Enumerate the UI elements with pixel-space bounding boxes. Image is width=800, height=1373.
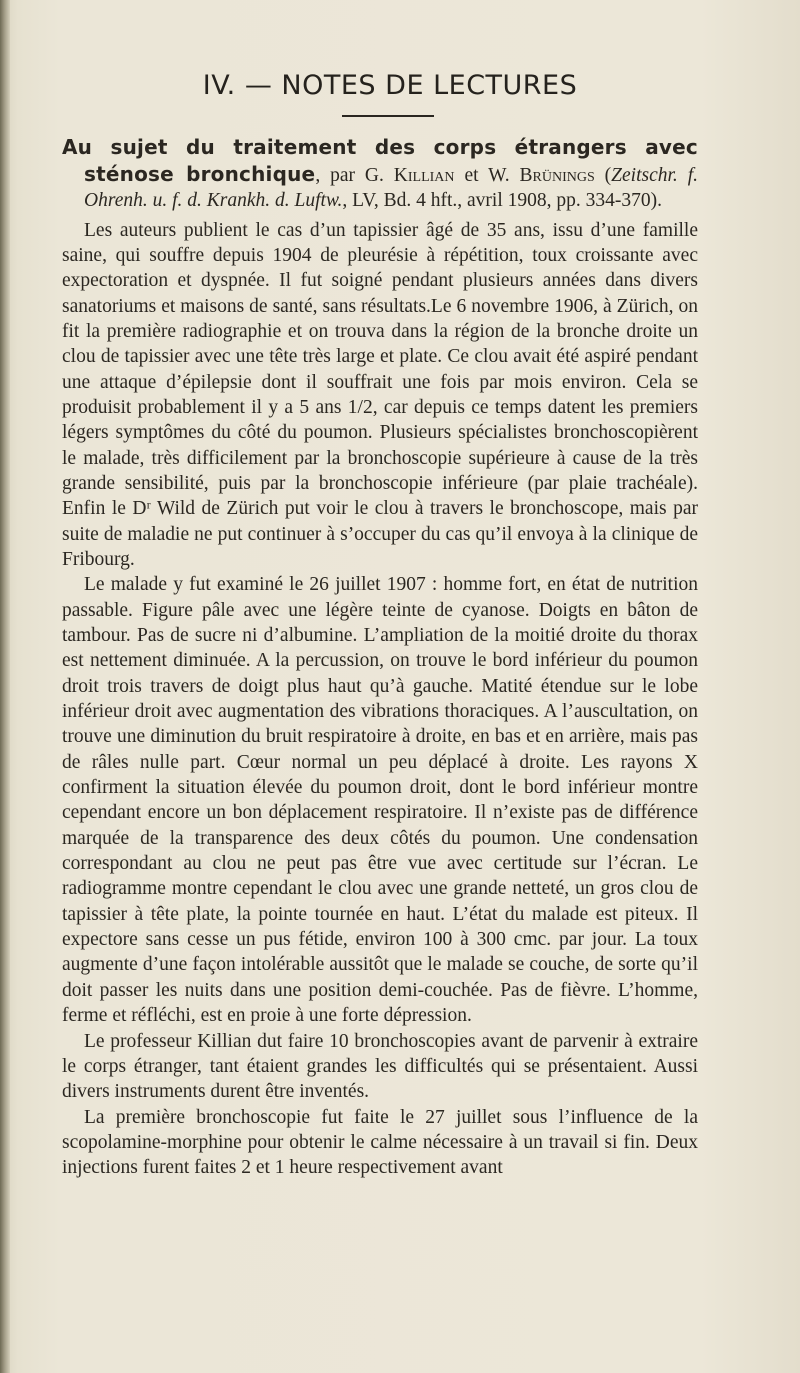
title-rule — [342, 115, 434, 117]
paragraph: Le malade y fut examiné le 26 juillet 1907 : homme fort, en état de nutrition passable. Figure pâle avec une légère teinte de cyanose. Doigts en bâton de tambour. Pas de sucre ni d’albumine. L’ampliation de la moitié droite du thorax est nettement diminuée. A la percussion, on trouve le bord inférieur du poumon droit trois travers de doigt plus haut qu’à gauche. Matité étendue sur le lobe inférieur droit avec augmentation des vibrations thoraciques. A l’auscultation, on trouve une diminution du bruit respiratoire à droite, en bas et en arrière, mais pas de râles nulle part. Cœur normal un peu déplacé à droite. Les rayons X confirment la situation élevée du poumon droit, dont le bord inférieur montre cependant encore un bon déplacement respiratoire. Il n’existe pas de différence marquée de la transparence des deux côtés du poumon. Une condensation correspondant au clou ne peut pas être vue avec certitude sur l’écran. Le radiogramme montre cependant le clou avec une grande netteté, un gros clou de tapissier à tête plate, la pointe tournée en haut. L’état du malade est piteux. Il expectore sans cesse un pus fétide, environ 100 à 300 cmc. par jour. La toux augmente d’une façon intolérable aussitôt que le malade se couche, de sorte qu’il doit passer les nuits dans une position demi-couchée. Pas de fièvre. L’homme, ferme et réfléchi, est en proie à une forte dépression. — [62, 574, 698, 1027]
author-brunings: Brünings — [519, 164, 595, 186]
article-body — [62, 218, 698, 1181]
article-heading — [62, 135, 698, 214]
citation: , LV, Bd. 4 hft., avril 1908, pp. 334-370). — [342, 190, 662, 211]
author-killian: Killian — [393, 164, 455, 186]
article-by: , par G. — [315, 164, 394, 186]
paragraph: La première bronchoscopie fut faite le 27 juillet sous l’influence de la scopolamine-morphine pour obtenir le calme nécessaire à un travail si fin. Deux injections furent faites 2 et 1 heure respectivement avant — [62, 1106, 698, 1179]
book-spine-shadow — [0, 0, 10, 1373]
article-and: et W. — [454, 164, 520, 186]
paragraph: Les auteurs publient le cas d’un tapissier âgé de 35 ans, issu d’une famille saine, qui souffre depuis 1904 de pleurésie à répétition, toux croissante avec expectoration et dyspnée. Il fut soigné pendant plusieurs années dans divers sanatoriums et maisons de santé, sans résultats.Le 6 novembre 1906, à Zürich, on fit la première radiographie et on trouva dans la région de la bronche droite un clou de tapissier avec une tête très large et plate. Ce clou avait été aspiré pendant une attaque d’épilepsie dont il souffrait une fois par mois environ. Cela se produisit probablement il y a 5 ans 1/2, car depuis ce temps datent les premiers légers symptômes du côté du poumon. Plusieurs spécialistes bronchoscopièrent le malade, très difficilement par la bronchoscopie supérieure à cause de la très grande sensibilité, puis par la bronchoscopie inférieure (par plaie trachéale). Enfin le Dʳ Wild de Zürich put voir le clou à travers le bronchoscope, mais par suite de maladie ne put continuer à s’occuper du cas qu’il envoya à la clinique de Fribourg. — [62, 219, 698, 570]
open-paren: ( — [594, 164, 612, 186]
journal-name: Zeitschr. f. Ohrenh. u. f. d. Krankh. d. Luftw. — [84, 164, 698, 211]
section-title: IV. — NOTES DE LECTURES — [202, 70, 578, 101]
paragraph: Le professeur Killian dut faire 10 bronchoscopies avant de parvenir à extraire le corps étranger, tant étaient grandes les difficultés qui se présentaient. Aussi divers instruments durent être inventés. — [62, 1030, 698, 1103]
article-title: Au sujet du traitement des corps étrangers avec sténose bronchique — [62, 135, 698, 186]
page-content — [62, 70, 698, 1181]
